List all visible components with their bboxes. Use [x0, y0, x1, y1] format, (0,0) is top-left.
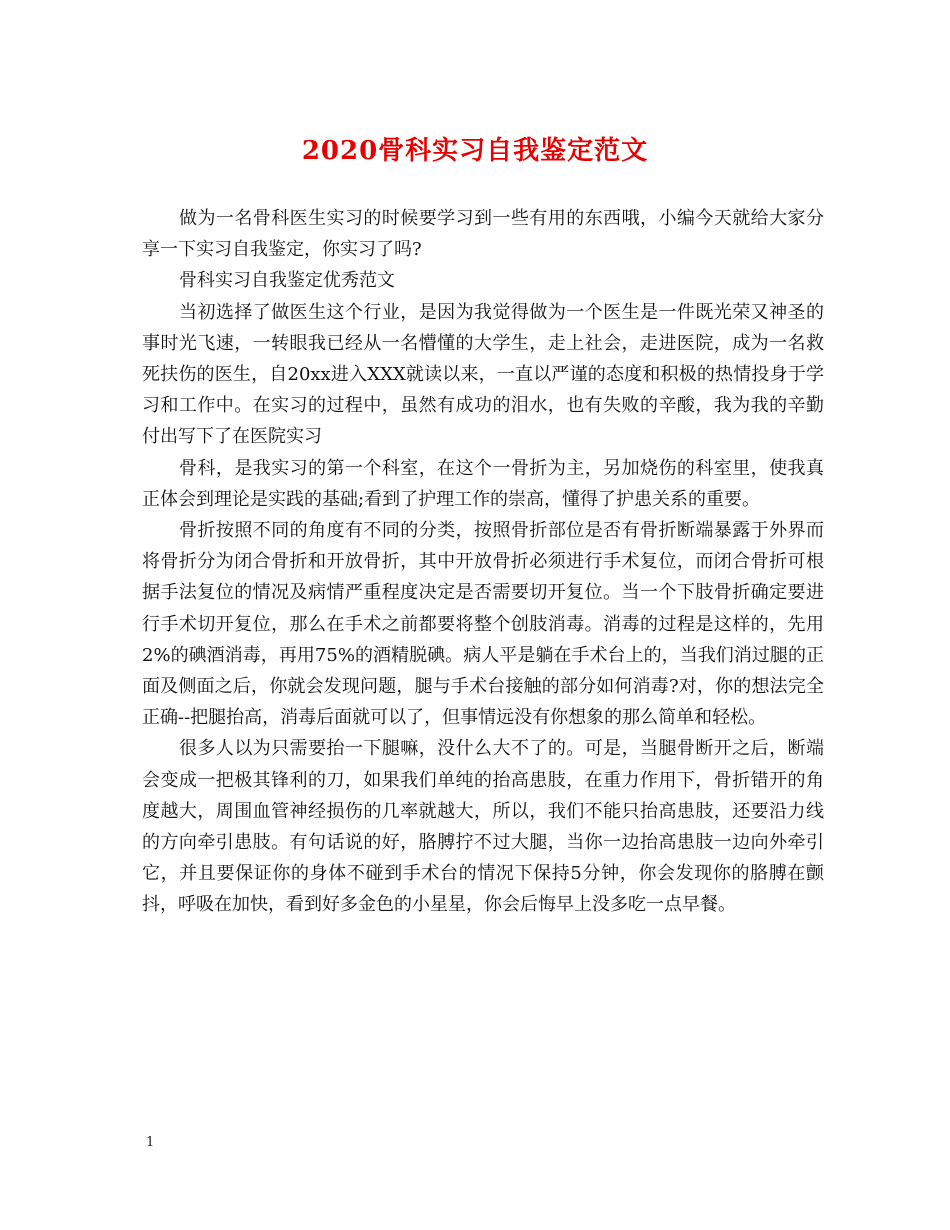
- paragraph-3: 骨折按照不同的角度有不同的分类，按照骨折部位是否有骨折断端暴露于外界而将骨折分为闭合骨折和开放骨折，其中开放骨折必须进行手术复位，而闭合骨折可根据手法复位的情况及病情严重程度决定是否需要切开复位。当一个下肢骨折确定要进行手术切开复位，那么在手术之前都要将整个创肢消毒。消毒的过程是这样的，先用2%的碘酒消毒，再用75%的酒精脱碘。病人平是躺在手术台上的，当我们消过腿的正面及侧面之后，你就会发现问题，腿与手术台接触的部分如何消毒?对，你的想法完全正确--把腿抬高，消毒后面就可以了，但事情远没有你想象的那么简单和轻松。: [142, 520, 824, 729]
- page-number: 1: [146, 1135, 155, 1150]
- paragraph-intro: 做为一名骨科医生实习的时候要学习到一些有用的东西哦，小编今天就给大家分享一下实习自我鉴定，你实习了吗?: [142, 208, 824, 261]
- paragraph-4: 很多人以为只需要抬一下腿嘛，没什么大不了的。可是，当腿骨断开之后，断端会变成一把极其锋利的刀，如果我们单纯的抬高患肢，在重力作用下，骨折错开的角度越大，周围血管神经损伤的几率就越大，所以，我们不能只抬高患肢，还要沿力线的方向牵引患肢。有句话说的好，胳膊拧不过大腿，当你一边抬高患肢一边向外牵引它，并且要保证你的身体不碰到手术台的情况下保持5分钟，你会发现你的胳膊在颤抖，呼吸在加快，看到好多金色的小星星，你会后悔早上没多吃一点早餐。: [142, 738, 824, 916]
- page-title: 2020骨科实习自我鉴定范文: [301, 136, 649, 166]
- paragraph-subheading: 骨科实习自我鉴定优秀范文: [179, 270, 395, 292]
- paragraph-1: 当初选择了做医生这个行业，是因为我觉得做为一个医生是一件既光荣又神圣的事时光飞速，一转眼我已经从一名懵懂的大学生，走上社会，走进医院，成为一名救死扶伤的医生，自20xx进入XXX就读以来，一直以严谨的态度和积极的热情投身于学习和工作中。在实习的过程中，虽然有成功的泪水，也有失败的辛酸，我为我的辛勤付出写下了在医院实习: [142, 301, 824, 448]
- document-body: [142, 203, 824, 921]
- paragraph-2: 骨科，是我实习的第一个科室，在这个一骨折为主，另加烧伤的科室里，使我真正体会到理论是实践的基础;看到了护理工作的崇高，懂得了护患关系的重要。: [142, 457, 824, 510]
